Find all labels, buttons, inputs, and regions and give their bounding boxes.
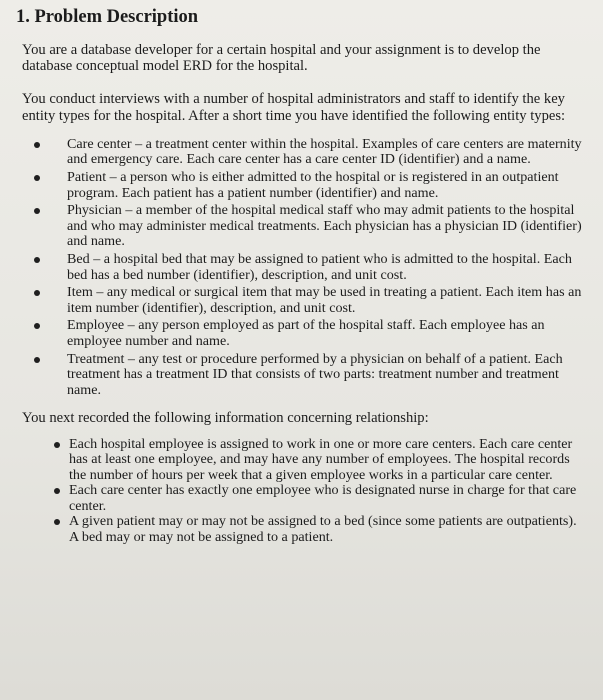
bullet-icon xyxy=(34,290,40,296)
list-item-physician xyxy=(22,203,583,250)
list-item-relationship-2 xyxy=(22,483,583,514)
list-item-care-center xyxy=(22,137,583,168)
list-item-relationship-1 xyxy=(22,437,583,484)
list-item-text: Each hospital employee is assigned to work in one or more care centers. Each care center has at least one employee, and may have any number of employees. The hospital records the number of hours per week that a given employee works in a particular care center. xyxy=(69,435,573,483)
bullet-icon xyxy=(34,142,40,148)
relationship-list xyxy=(22,437,583,546)
list-item-text: Care center – a treatment center within the hospital. Examples of care centers are maternity and emergency care. Each care center has a care center ID (identifier) and a name. xyxy=(67,135,582,168)
relationship-intro: You next recorded the following information concerning relationship: xyxy=(22,410,429,427)
list-item-item xyxy=(22,285,583,316)
list-item-treatment xyxy=(22,352,583,399)
list-item-employee xyxy=(22,318,583,349)
bullet-icon xyxy=(34,357,40,363)
list-item-patient xyxy=(22,170,583,201)
bullet-icon xyxy=(54,442,60,448)
list-item-text: Patient – a person who is either admitted to the hospital or is registered in an outpatient program. Each patient has a patient number (identifier) and name. xyxy=(67,169,559,201)
list-item-text: Treatment – any test or procedure performed by a physician on behalf of a patient. Each treatment has a treatment ID that consists of two parts: treatment number and treatment name. xyxy=(67,350,563,398)
list-item-bed xyxy=(22,252,583,283)
intro-paragraph: You are a database developer for a certain hospital and your assignment is to develop the database conceptual model ERD for the hospital. xyxy=(22,42,541,75)
interview-paragraph: You conduct interviews with a number of hospital administrators and staff to identify the key entity types for the hospital. After a short time you have identified the following entity types: xyxy=(22,91,566,124)
bullet-icon xyxy=(54,488,60,494)
bullet-icon xyxy=(34,257,40,263)
bullet-icon xyxy=(34,323,40,329)
list-item-text: Employee – any person employed as part of the hospital staff. Each employee has an employee number and name. xyxy=(67,317,545,349)
list-item-relationship-3 xyxy=(22,514,583,545)
list-item-text: Bed – a hospital bed that may be assigned to patient who is admitted to the hospital. Each bed has a bed number (identifier), description, and unit cost. xyxy=(67,250,572,283)
bullet-icon xyxy=(34,208,40,214)
list-item-text: Physician – a member of the hospital medical staff who may admit patients to the hospital and who may administer medical treatments. Each physician has a physician ID (identifier) and name. xyxy=(67,202,582,250)
bullet-icon xyxy=(54,519,60,525)
list-item-text: Item – any medical or surgical item that may be used in treating a patient. Each item has an item number (identifier), description, and unit cost. xyxy=(67,284,582,316)
list-item-text: A given patient may or may not be assigned to a bed (since some patients are outpatients). A bed may or may not be assigned to a patient. xyxy=(69,513,577,546)
bullet-icon xyxy=(34,175,40,181)
section-heading: 1. Problem Description xyxy=(16,7,199,27)
entity-type-list xyxy=(22,137,583,399)
list-item-text: Each care center has exactly one employee who is designated nurse in charge for that care center. xyxy=(69,482,577,514)
